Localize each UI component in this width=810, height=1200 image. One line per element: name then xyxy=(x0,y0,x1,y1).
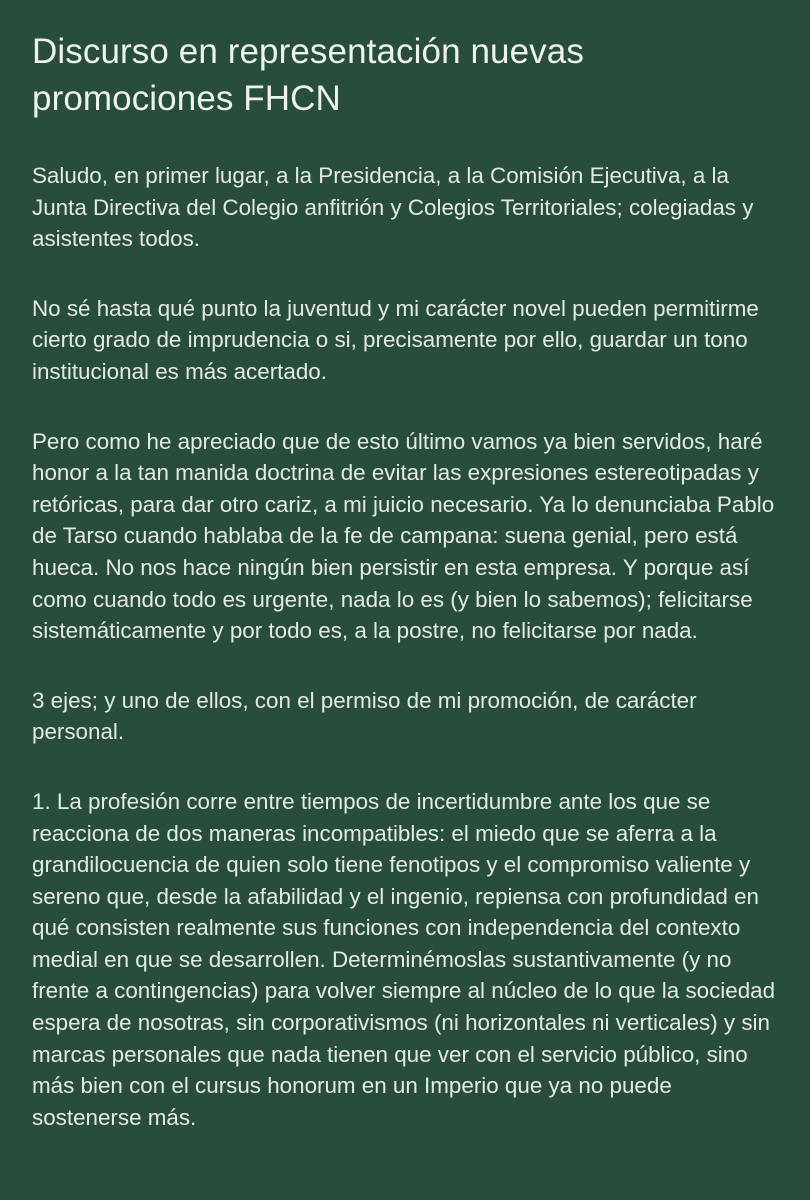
paragraph-axes: 3 ejes; y uno de ellos, con el permiso de mi promoción, de carácter personal. xyxy=(32,687,697,745)
paragraph-greeting: Saludo, en primer lugar, a la Presidencia, a la Comisión Ejecutiva, a la Junta Directiva del Colegio anfitrión y Colegios Territoriales; colegiadas y asistentes todos. xyxy=(32,163,754,252)
paragraph-tone: No sé hasta qué punto la juventud y mi carácter novel pueden permitirme cierto grado de imprudencia o si, precisamente por ello, guardar un tono institucional es más acertado. xyxy=(32,295,759,384)
document-title: Discurso en representación nuevas promociones FHCN xyxy=(32,32,584,118)
paragraph-point-1: 1. La profesión corre entre tiempos de incertidumbre ante los que se reacciona de dos maneras incompatibles: el miedo que se aferra a la grandilocuencia de quien solo tiene fenotipos y el compromiso valiente y sereno que, desde la afabilidad y el ingenio, repiensa con profundidad en qué consisten realmente sus funciones con independencia del contexto medial en que se desarrollen. Determinémoslas sustantivamente (y no frente a contingencias) para volver siempre al núcleo de lo que la sociedad espera de nosotras, sin corporativismos (ni horizontales ni verticales) y sin marcas personales que nada tienen que ver con el servicio público, sino más bien con el cursus honorum en un Imperio que ya no puede sostenerse más. xyxy=(32,788,776,1130)
paragraph-rhetoric: Pero como he apreciado que de esto último vamos ya bien servidos, haré honor a la tan manida doctrina de evitar las expresiones estereotipadas y retóricas, para dar otro cariz, a mi juicio necesario. Ya lo denunciaba Pablo de Tarso cuando hablaba de la fe de campana: suena genial, pero está hueca. No nos hace ningún bien persistir en esta empresa. Y porque así como cuando todo es urgente, nada lo es (y bien lo sabemos); felicitarse sistemáticamente y por todo es, a la postre, no felicitarse por nada. xyxy=(32,428,775,644)
document-body xyxy=(32,160,778,1133)
